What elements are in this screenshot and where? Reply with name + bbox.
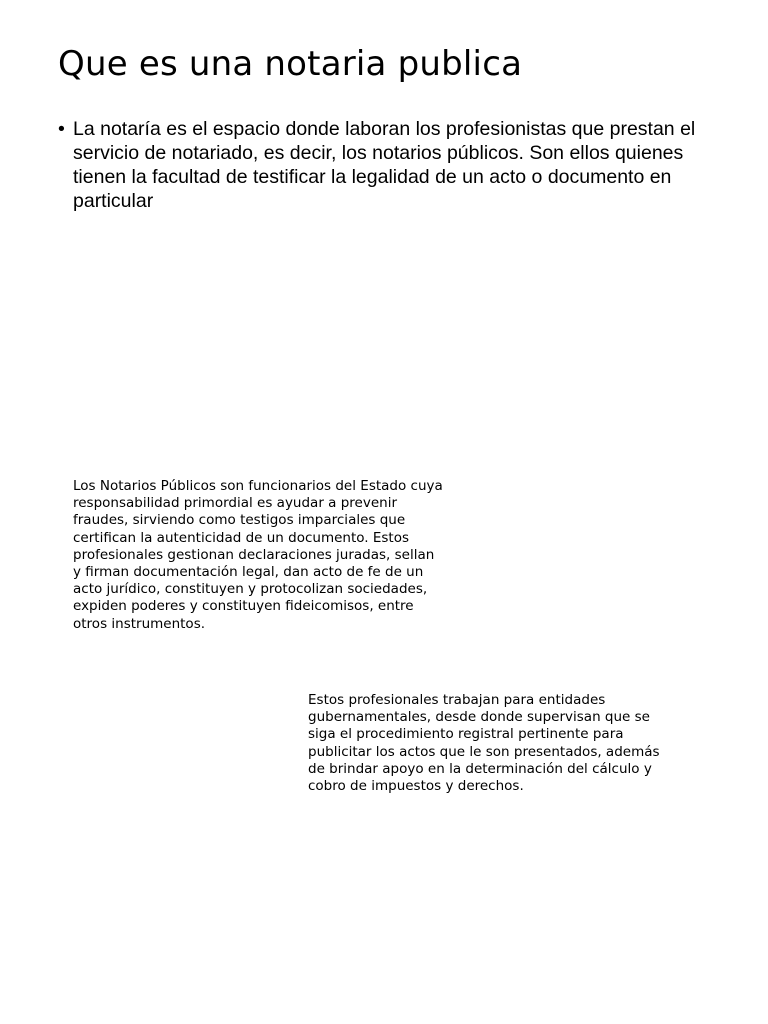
- page-title: Que es una notaria publica: [58, 44, 523, 84]
- bullet-icon: •: [58, 118, 65, 140]
- bullet-text: La notaría es el espacio donde laboran los profesionistas que prestan el servicio de notariado, es decir, los notarios públicos. Son ellos quienes tienen la facultad de testificar la legalidad de un acto o documento en particular: [73, 118, 696, 212]
- bullet-list: [58, 117, 708, 213]
- notary-definition-text: Los Notarios Públicos son funcionarios del Estado cuya responsabilidad primordial es ayudar a prevenir fraudes, sirviendo como testigos imparciales que certifican la autenticidad de un documento. Estos profesionales gestionan declaraciones juradas, sellan y firman documentación legal, dan acto de fe de un acto jurídico, constituyen y protocolizan sociedades, expiden poderes y constituyen fideicomisos, entre otros instrumentos.: [73, 478, 443, 632]
- list-item: [58, 117, 708, 213]
- notary-role-text: Estos profesionales trabajan para entidades gubernamentales, desde donde supervisan que se siga el procedimiento registral pertinente para publicitar los actos que le son presentados, además de brindar apoyo en la determinación del cálculo y cobro de impuestos y derechos.: [308, 692, 660, 795]
